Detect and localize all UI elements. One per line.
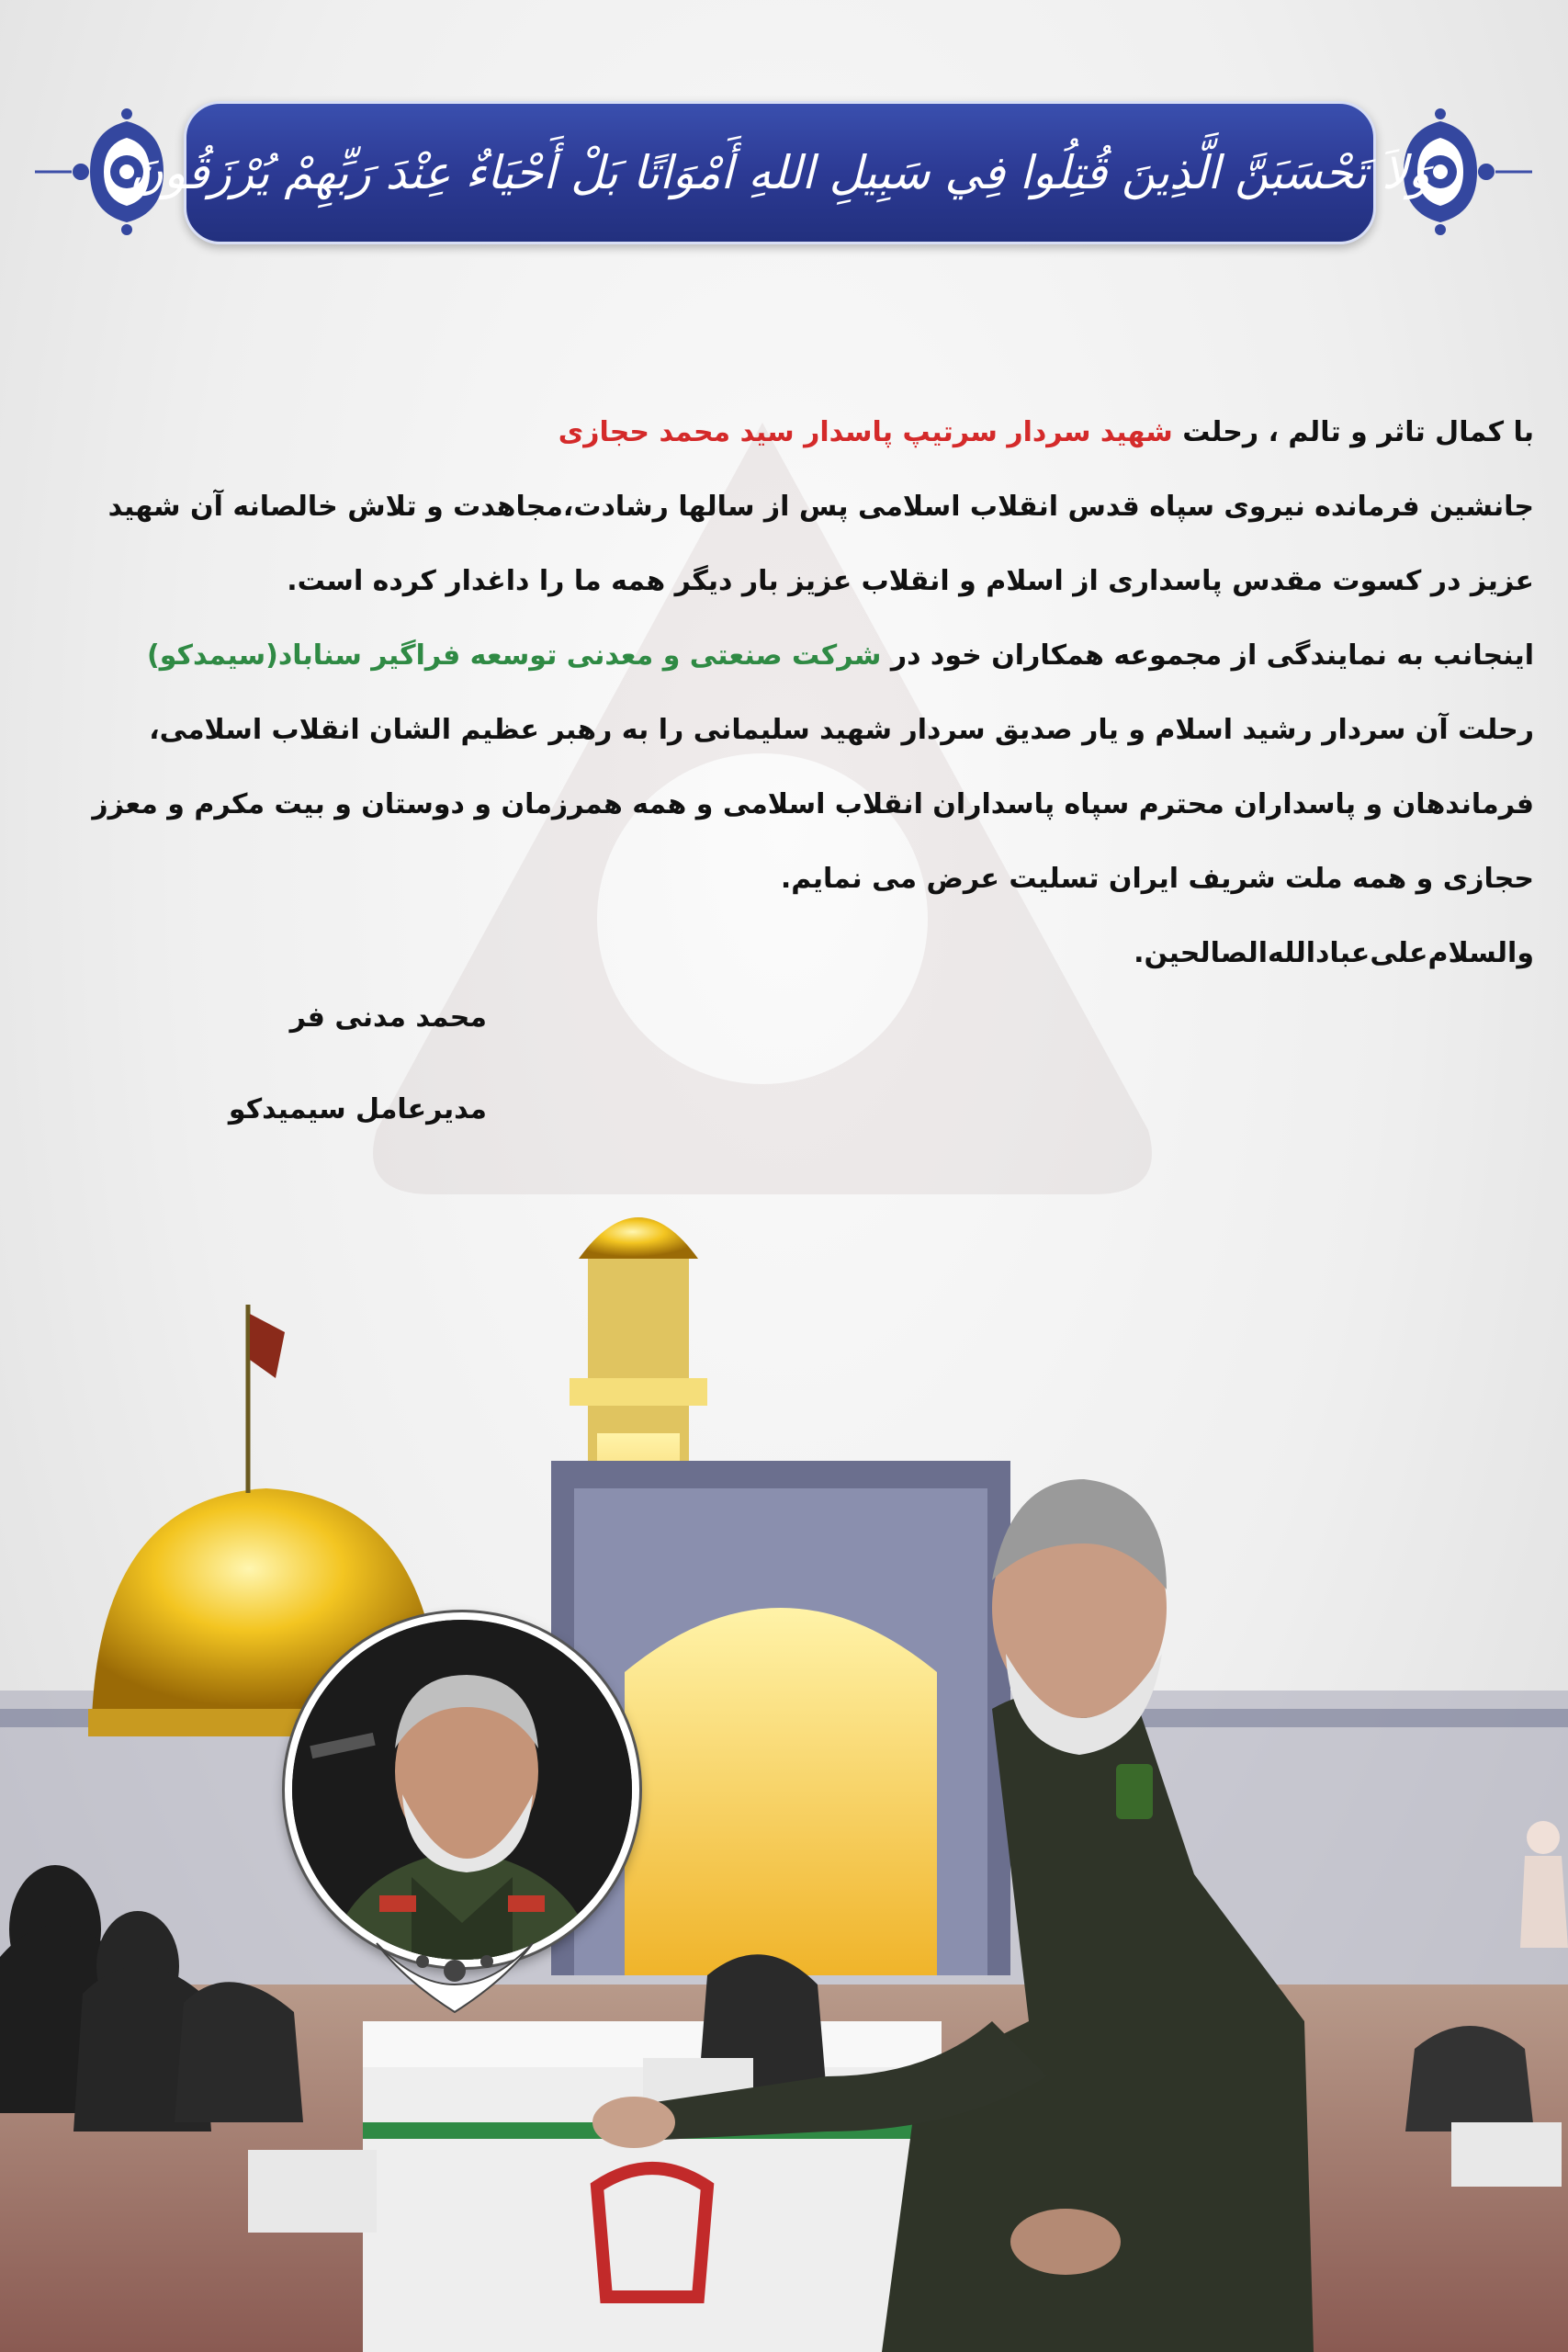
company-name-highlight: شرکت صنعتی و معدنی توسعه فراگیر سناباد(سیمدکو) <box>147 639 882 672</box>
message-line-1 <box>64 395 1534 469</box>
message-line-2: جانشین فرمانده نیروی سپاه قدس انقلاب اسلامی پس از سالها رشادت،مجاهدت و تلاش خالصانه آن شهید <box>107 491 1534 523</box>
message-line-3: عزیز در کسوت مقدس پاسداری از اسلام و انقلاب عزیز بار دیگر همه ما را داغدار کرده است. <box>287 565 1534 597</box>
portrait-illustration <box>292 1620 632 1960</box>
signature-name: محمد مدنی فر <box>289 1001 487 1034</box>
martyr-name-highlight: شهید سردار سرتیپ پاسدار سید محمد حجازی <box>558 416 1173 448</box>
message-line-7: حجازی و همه ملت شریف ایران تسلیت عرض می نمایم. <box>780 863 1534 895</box>
condolence-message <box>64 395 1534 990</box>
message-line-5: رحلت آن سردار رشید اسلام و یار صدیق سردار شهید سلیمانی را به رهبر عظیم الشان انقلاب اسلامی، <box>149 714 1534 746</box>
message-line-8: والسلام‌علی‌عبادالله‌الصالحین. <box>1134 937 1534 969</box>
message-line-6: فرماندهان و پاسداران محترم سپاه پاسداران انقلاب اسلامی و همه همرزمان و دوستان و بیت مکرم و معزز <box>92 788 1534 820</box>
shrine-scene-illustration <box>0 1194 1568 2352</box>
signature-title: مدیرعامل سیمیدکو <box>228 1093 487 1125</box>
message-line-4-text: اینجانب به نمایندگی از مجموعه همکاران خود در <box>881 639 1534 672</box>
message-line-4 <box>64 618 1534 693</box>
martyr-portrait <box>285 1612 639 1967</box>
message-line-1-text: با کمال تاثر و تالم ، رحلت <box>1172 416 1534 448</box>
portrait-ornament-icon <box>367 1925 542 2017</box>
quran-verse: وَلاَ تَحْسَبَنَّ الَّذِينَ قُتِلُوا فِي سَبِيلِ اللهِ أَمْوَاتًا بَلْ أَحْيَاءٌ عِنْدَ رَبِّهِمْ يُرْزَقُونَ <box>130 146 1430 199</box>
verse-banner <box>130 101 1430 244</box>
